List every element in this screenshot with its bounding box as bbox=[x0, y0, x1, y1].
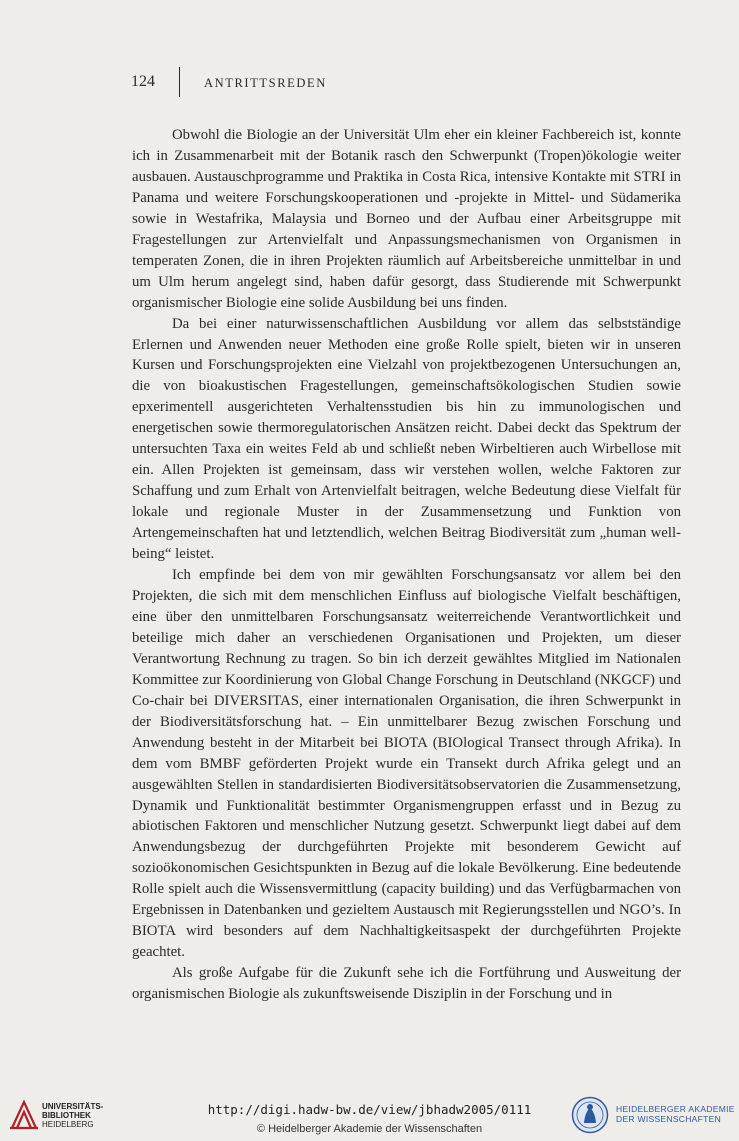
copyright-notice: © Heidelberger Akademie der Wissenschaften bbox=[256, 1123, 483, 1135]
page-header bbox=[131, 73, 691, 95]
footer bbox=[0, 1090, 739, 1141]
paragraph-3: Ich empfinde bei dem von mir gewählten Forschungsansatz vor allem bei den Projekten, die sich mit dem menschlichen Einfluss auf biologische Vielfalt beschäftigen, eine über den unmittelbaren Forschungsansatz weiterreichende Verantwortlichkeit und beteilige mich daher an verschiedenen Organisationen und Projekten, um dieser Verantwortung Rechnung zu tragen. So bin ich derzeit gewähltes Mitglied im Nationalen Kommittee zur Koordinierung von Global Change Forschung in Deutschland (NKGCF) und Co-chair bei DIVERSITAS, einer internationalen Organisation, die ihren Schwerpunkt in der Biodiversitätsforschung hat. – Ein unmittelbarer Bezug zwischen Forschung und Anwendung besteht in der Mitarbeit bei BIOTA (BIOlogical Transect through Afrika). In dem vom BMBF geförderten Projekt wurde ein Transekt durch Afrika gelegt und an ausgewählten Stellen in standardisierten Biodiversitätsobservatorien die Zusammensetzung, Dynamik und Funktionalität bestimmter Organismengruppen erfasst und in Bezug zu abiotischen Faktoren und menschlicher Nutzung gesetzt. Schwerpunkt liegt dabei auf dem Anwendungsbezug der durchgeführten Projekte mit besonderem Gewicht auf sozioökonomischen Gesichtspunkten in Bezug auf die lokale Bevölkerung. Eine bedeutende Rolle spielt auch die Wissensvermittlung (capacity building) und das Verfügbarmachen von Ergebnissen in Datenbanken und gezieltem Austausch mit Regierungsstellen und NGO’s. In BIOTA wird besonders auf dem Nachhaltigkeitsaspekt der durchgeführten Projekte geachtet. bbox=[132, 567, 681, 961]
academy-name: HEIDELBERGER AKADEMIE DER WISSENSCHAFTEN bbox=[616, 1104, 735, 1124]
running-head: ANTRITTSREDEN bbox=[204, 76, 327, 90]
academy-seal-icon bbox=[571, 1096, 609, 1134]
paragraph-4: Als große Aufgabe für die Zukunft sehe ich die Fortführung und Ausweitung der organismischen Biologie als zukunftsweisende Disziplin in der Forschung und in bbox=[132, 965, 681, 1003]
permalink-url[interactable]: http://digi.hadw-bw.de/view/jbhadw2005/0111 bbox=[207, 1102, 532, 1117]
paragraph-2: Da bei einer naturwissenschaftlichen Ausbildung vor allem das selbstständige Erlernen und Anwenden neuer Methoden eine große Rolle spielt, bieten wir in unseren Kursen und Forschungsprojekten eine Vielzahl von projektbezogenen Untersuchungen an, die von bioakustischen Fragestellungen, gemeinschaftsökologischen Studien sowie epxerimentell ausgerichteten Verhaltensstudien bis hin zu immunologischen und energetischen sowie thermoregulatorischen Ansätzen reicht. Dabei deckt das Spektrum der untersuchten Taxa ein weites Feld ab und schließt neben Wirbeltieren auch Wirbellose mit ein. Allen Projekten ist gemeinsam, dass wir verstehen wollen, welche Faktoren zur Schaffung und zum Erhalt von Artenvielfalt beitragen, welche Bedeutung diese Vielfalt für lokale und regionale Muster in der Zusammensetzung und Funktion von Artengemeinschaften hat und letztendlich, welchen Beitrag Biodiversität zum „human well-being“ leistet. bbox=[132, 315, 681, 563]
header-divider bbox=[179, 67, 180, 97]
page-number: 124 bbox=[131, 73, 155, 90]
paragraph-1: Obwohl die Biologie an der Universität Ulm eher ein kleiner Fachbereich ist, konnte ich in Zusammenarbeit mit der Botanik rasch den Schwerpunkt (Tropen)ökologie weiter ausbauen. Austauschprogramme und Praktika in Costa Rica, intensive Kontakte mit STRI in Panama und weitere Forschungskooperationen und -projekte in Mittel- und Südamerika sowie in Westafrika, Malaysia und Borneo und der Aufbau einer Arbeitsgruppe mit Fragestellungen zur Artenvielfalt und Anpassungsmechanismen von Organismen in temperaten Zonen, die in ihren Projekten räumlich auf Arbeitsbereiche unmittelbar in und um Ulm herum angelegt sind, haben dafür gesorgt, dass Studierende mit Schwerpunkt organismischer Biologie eine solide Ausbildung bei uns finden. bbox=[132, 127, 681, 311]
body-text bbox=[132, 125, 681, 1005]
university-library-name: UNIVERSITÄTS- BIBLIOTHEK HEIDELBERG bbox=[42, 1102, 104, 1129]
